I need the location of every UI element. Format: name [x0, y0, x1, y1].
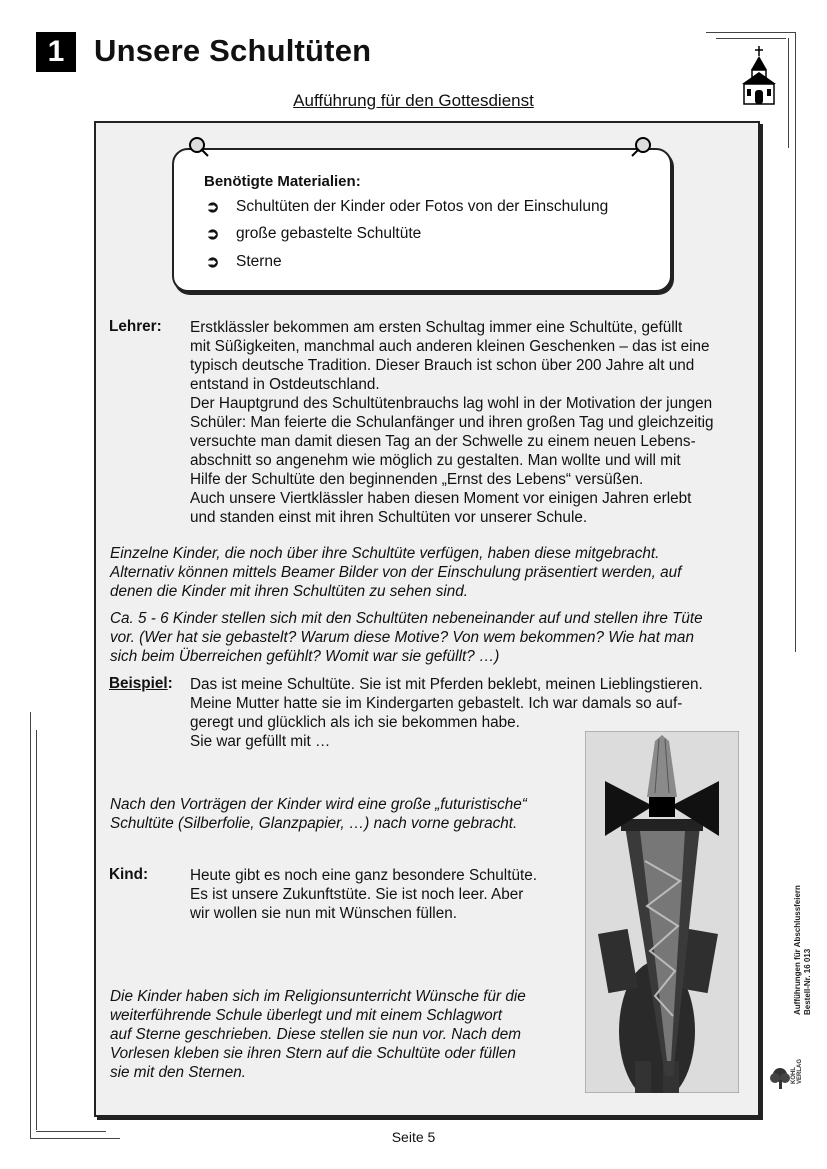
- church-icon: [738, 44, 780, 106]
- stage-direction-line: auf Sterne geschrieben. Diese stellen sie nun vor. Nach dem: [110, 1026, 521, 1043]
- kind-line: Es ist unsere Zukunftstüte. Sie ist noch leer. Aber: [190, 886, 524, 903]
- lehrer-line: Erstklässler bekommen am ersten Schultag immer eine Schultüte, gefüllt: [190, 319, 683, 336]
- top-right-border-h1: [706, 32, 796, 33]
- stage-direction-line: Schultüte (Silberfolie, Glanzpapier, …) nach vorne gebracht.: [110, 815, 518, 832]
- stage-direction-line: Alternativ können mittels Beamer Bilder von der Einschulung präsentiert werden, auf: [110, 564, 682, 581]
- beispiel-line: Das ist meine Schultüte. Sie ist mit Pferden beklebt, meinen Lieblingstieren.: [190, 676, 703, 693]
- materials-list-item: [206, 197, 608, 217]
- page-title: Unsere Schultüten: [94, 33, 372, 68]
- arrow-right-icon: ➲: [206, 226, 220, 243]
- speaker-label-lehrer: Lehrer:: [109, 318, 162, 335]
- lehrer-line: Schüler: Man feierte die Schulanfänger und ihren großen Tag und gleichzeitig: [190, 414, 714, 431]
- beispiel-label-colon: :: [167, 675, 173, 692]
- speaker-label-kind: Kind:: [109, 866, 149, 883]
- lehrer-line: Der Hauptgrund des Schultütenbrauchs lag wohl in der Motivation der jungen: [190, 395, 713, 412]
- materials-title: Benötigte Materialien:: [204, 173, 361, 190]
- kind-line: wir wollen sie nun mit Wünschen füllen.: [190, 905, 457, 922]
- beispiel-line: Meine Mutter hatte sie im Kindergarten gebastelt. Ich war damals so auf-: [190, 695, 683, 712]
- stage-direction-line: sich beim Überreichen gefühlt? Womit war sie gefüllt? …): [110, 648, 500, 665]
- arrow-right-icon: ➲: [206, 199, 220, 216]
- schultuete-photo: [585, 731, 739, 1093]
- lehrer-line: und standen einst mit ihren Schultüten vor unserer Schule.: [190, 509, 588, 526]
- stage-direction-line: weiterführende Schule überlegt und mit einem Schlagwort: [110, 1007, 502, 1024]
- materials-item-label: Sterne: [236, 253, 282, 270]
- beispiel-line: Sie war gefüllt mit …: [190, 733, 331, 750]
- stage-direction-line: Einzelne Kinder, die noch über ihre Schultüte verfügen, haben diese mitgebracht.: [110, 545, 660, 562]
- lehrer-line: typisch deutsche Tradition. Dieser Brauch ist schon über 200 Jahre alt und: [190, 357, 695, 374]
- stage-direction-line: vor. (Wer hat sie gebastelt? Warum diese Motive? Von wem bekommen? Wie hat man: [110, 629, 694, 646]
- stage-direction-line: denen die Kinder mit ihren Schultüten zu sehen sind.: [110, 583, 469, 600]
- pushpin-icon: [630, 134, 654, 158]
- side-title: Aufführungen für Abschlussfeiern: [793, 885, 802, 1015]
- lehrer-line: entstand in Ostdeutschland.: [190, 376, 380, 393]
- publisher-logo: [769, 1066, 791, 1090]
- lehrer-line: versuchte man damit diesen Tag an der Schwelle zu einem neuen Lebens-: [190, 433, 696, 450]
- top-right-border-h2: [716, 38, 786, 39]
- stage-direction-line: sie mit den Sternen.: [110, 1064, 247, 1081]
- kind-line: Heute gibt es noch eine ganz besondere Schultüte.: [190, 867, 537, 884]
- materials-list-item: [206, 252, 282, 272]
- side-order-number: Bestell-Nr. 16 013: [803, 948, 812, 1015]
- page-number: Seite 5: [391, 1129, 436, 1145]
- lehrer-line: Hilfe der Schultüte den beginnenden „Ernst des Lebens“ versüßen.: [190, 471, 644, 488]
- lehrer-line: mit Süßigkeiten, manchmal auch anderen kleinen Geschenken – das ist eine: [190, 338, 710, 355]
- materials-list-item: [206, 224, 421, 244]
- chapter-number-badge: 1: [36, 32, 76, 72]
- side-publication-info: [793, 885, 813, 1015]
- stage-direction-line: Vorlesen kleben sie ihren Stern auf die Schultüte oder füllen: [110, 1045, 516, 1062]
- left-border-v2: [36, 730, 37, 1130]
- stage-direction-line: Nach den Vorträgen der Kinder wird eine große „futuristische“: [110, 796, 527, 813]
- pushpin-icon: [186, 134, 210, 158]
- right-border-v1: [795, 32, 796, 652]
- materials-item-label: Schultüten der Kinder oder Fotos von der Einschulung: [236, 198, 609, 215]
- page-subtitle: Aufführung für den Gottesdienst: [293, 91, 534, 110]
- beispiel-label-text: Beispiel: [109, 675, 168, 692]
- publisher-name: KOHL VERLAG: [791, 1058, 803, 1084]
- arrow-right-icon: ➲: [206, 254, 220, 271]
- materials-item-label: große gebastelte Schultüte: [236, 225, 422, 242]
- lehrer-line: abschnitt so angenehm wie möglich zu gestalten. Man wollte und will mit: [190, 452, 681, 469]
- stage-direction-line: Ca. 5 - 6 Kinder stellen sich mit den Schultüten nebeneinander auf und stellen ihre Tüte: [110, 610, 703, 627]
- stage-direction-line: Die Kinder haben sich im Religionsunterricht Wünsche für die: [110, 988, 526, 1005]
- speaker-label-beispiel: [109, 675, 173, 693]
- beispiel-line: geregt und glücklich als ich sie bekommen habe.: [190, 714, 520, 731]
- left-border-v1: [30, 712, 31, 1139]
- lehrer-line: Auch unsere Viertklässler haben diesen Moment vor einigen Jahren erlebt: [190, 490, 692, 507]
